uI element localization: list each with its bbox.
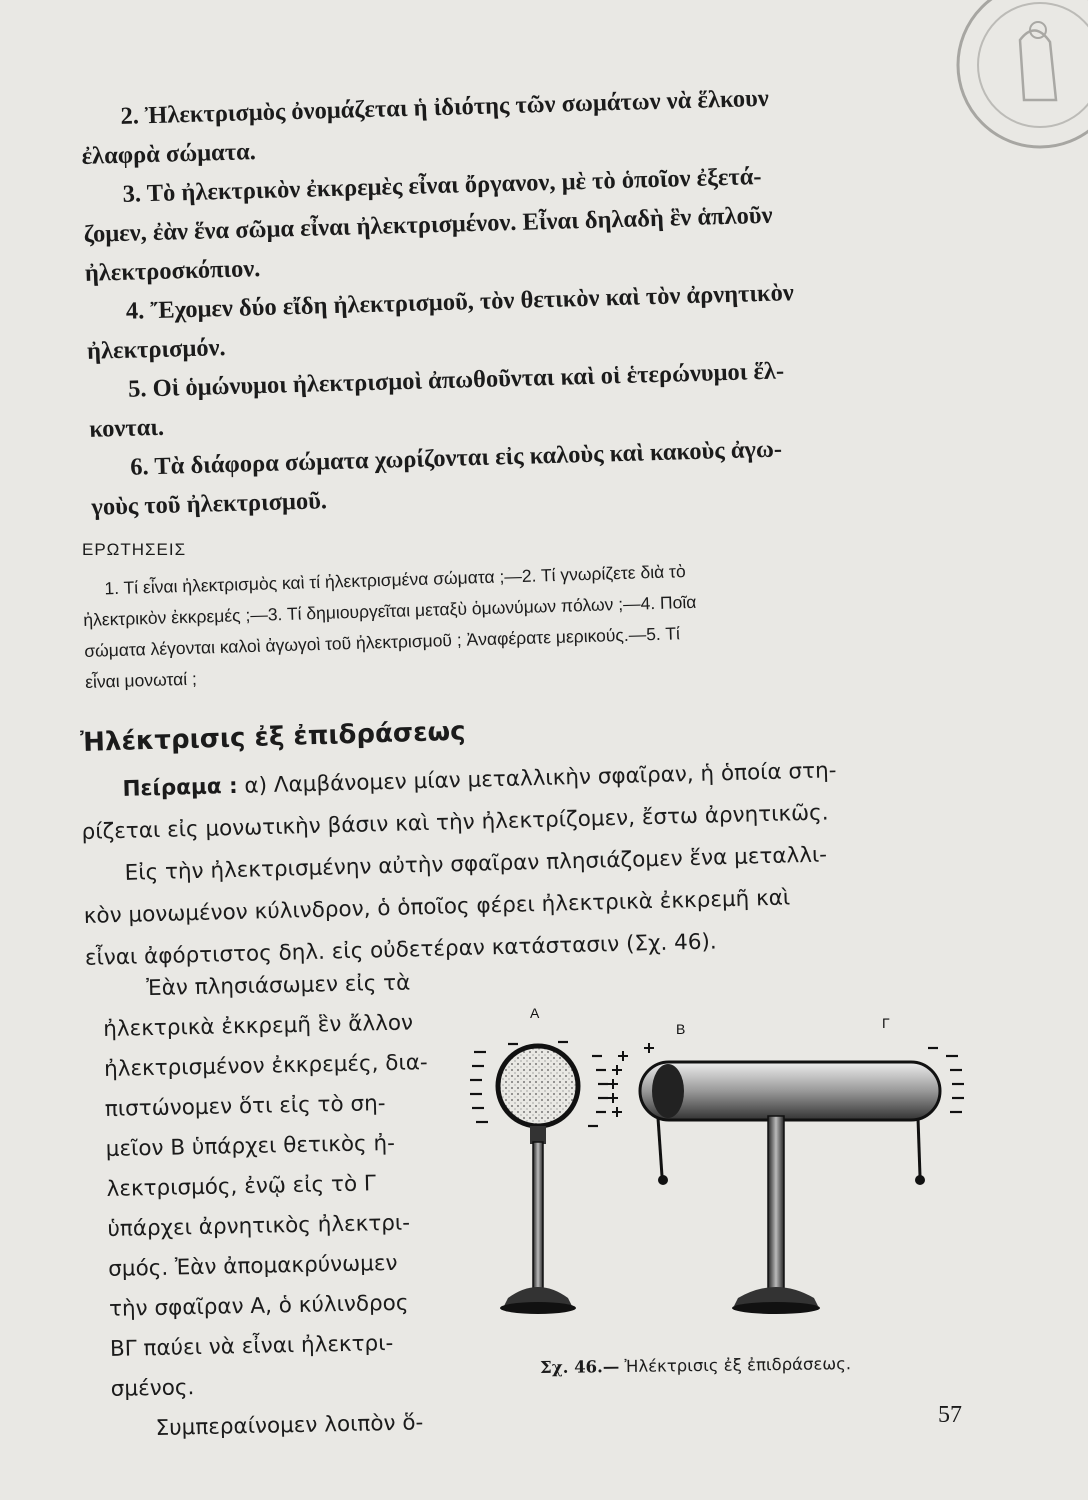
summary-line: γοὺς τοῦ ἠλεκτρισμοῦ. <box>91 487 328 521</box>
experiment-line: ρίζεται εἰς μονωτικὴν βάσιν καὶ τὴν ἠλεκτρίζομεν, ἔστω ἀρνητικῶς. <box>81 800 829 845</box>
left-line: σμός. Ἐὰν ἀπομακρύνωμεν <box>108 1250 398 1282</box>
summary-line: 5. Οἱ ὁμώνυμοι ἠλεκτρισμοὶ ἀπωθοῦνται καὶ οἱ ἑτερώνυμοι ἕλ- <box>127 357 785 403</box>
figure-caption <box>540 1354 851 1377</box>
cylinder-stand-rod <box>768 1116 784 1296</box>
left-line: πιστώνομεν ὅτι εἰς τὸ ση- <box>104 1091 386 1122</box>
summary-line: ἐλαφρὰ σώματα. <box>81 138 257 170</box>
question-line: ἠλεκτρικὸν ἐκκρεμές ;—3. Τί δημιουργεῖται μεταξὺ ὁμωνύμων πόλων ;—4. Ποῖα <box>83 591 697 630</box>
question-line: σώματα λέγονται καλοὶ ἀγωγοὶ τοῦ ἠλεκτρισμοῦ ; Ἀναφέρατε μερικούς.—5. Τί <box>83 623 681 661</box>
experiment-first-text: α) Λαμβάνομεν μίαν μεταλλικὴν σφαῖραν, ἡ ὁποία στη- <box>237 758 837 799</box>
experiment-text <box>80 747 955 980</box>
library-stamp <box>940 0 1088 170</box>
induction-figure <box>468 996 968 1366</box>
summary-line: κονται. <box>88 413 165 443</box>
pendulum-b-ball <box>658 1175 668 1185</box>
cylinder-stand-foot <box>732 1302 820 1314</box>
questions-heading: ΕΡΩΤΗΣΕΙΣ <box>82 540 187 559</box>
left-line: λεκτρισμός, ἐνῷ εἰς τὸ Γ <box>106 1171 377 1202</box>
left-line: Συμπεραίνομεν λοιπὸν ὅ- <box>155 1410 424 1441</box>
label-b: Β <box>676 1021 686 1037</box>
experiment-label: Πείραμα : <box>122 773 238 802</box>
left-column-text <box>102 962 492 1450</box>
summary-line: ζομεν, ἐὰν ἕνα σῶμα εἶναι ἠλεκτρισμένον. Εἶναι δηλαδὴ ἓν ἁπλοῦν <box>83 201 773 248</box>
cylinder-bc <box>640 1062 940 1120</box>
left-line: σμένος. <box>110 1375 195 1402</box>
caption-label: Σχ. 46.— <box>540 1357 620 1377</box>
summary-line: 6. Τὰ διάφορα σώματα χωρίζονται εἰς καλοὺς καὶ κακοὺς ἀγω- <box>129 435 783 481</box>
left-line: μεῖον Β ὑπάρχει θετικὸς ἠ- <box>105 1130 396 1162</box>
caption-text: Ἠλέκτρισις ἐξ ἐπιδράσεως. <box>619 1354 852 1377</box>
left-line: Ἐὰν πλησιάσωμεν εἰς τὰ <box>146 970 411 1002</box>
section-title: Ἠλέκτρισις ἐξ ἐπιδράσεως <box>80 716 467 758</box>
sphere-stand-rod <box>533 1142 543 1292</box>
left-line: ἠλεκτρισμένον ἐκκρεμές, δια- <box>103 1050 428 1082</box>
cylinder-left-end <box>652 1064 684 1118</box>
left-line: ΒΓ παύει νὰ εἶναι ἠλεκτρι- <box>109 1330 394 1362</box>
summary-line: ἠλεκτρισμόν. <box>86 334 226 365</box>
left-line: τὴν σφαῖραν Α, ὁ κύλινδρος <box>108 1290 409 1322</box>
question-line: 1. Τί εἶναι ἠλεκτρισμὸς καὶ τί ἠλεκτρισμένα σώματα ;—2. Τί γνωρίζετε διὰ τὸ <box>104 561 686 599</box>
experiment-line: κὸν μονωμένον κύλινδρον, ὁ ὁποῖος φέρει ἠλεκτρικὰ ἐκκρεμῆ καὶ <box>83 885 791 929</box>
label-c: Γ <box>882 1015 890 1031</box>
summary-line: ἠλεκτροσκόπιον. <box>84 255 261 287</box>
pendulum-b-thread <box>658 1118 662 1176</box>
pendulum-c-ball <box>915 1175 925 1185</box>
left-line: ὑπάρχει ἀρνητικὸς ἠλεκτρι- <box>107 1210 411 1242</box>
sphere-a <box>498 1046 578 1126</box>
sphere-stand-foot <box>500 1302 576 1314</box>
summary-points <box>80 74 954 527</box>
label-a: Α <box>530 1005 540 1021</box>
summary-line: 2. Ἠλεκτρισμὸς ὀνομάζεται ἡ ἰδιότης τῶν σωμάτων νὰ ἕλκουν <box>120 84 770 130</box>
page-number: 57 <box>938 1402 962 1428</box>
questions-block <box>82 548 955 698</box>
pendulum-c-thread <box>918 1118 920 1176</box>
left-line: ἠλεκτρικὰ ἐκκρεμῆ ἓν ἄλλον <box>102 1010 414 1042</box>
summary-line: 4. Ἔχομεν δύο εἴδη ἠλεκτρισμοῦ, τὸν θετικὸν καὶ τὸν ἀρνητικὸν <box>125 279 795 325</box>
experiment-line: εἶναι ἀφόρτιστος δηλ. εἰς οὐδετέραν κατάστασιν (Σχ. 46). <box>84 929 717 971</box>
experiment-line: Εἰς τὴν ἠλεκτρισμένην αὐτὴν σφαῖραν πλησιάζομεν ἕνα μεταλλι- <box>124 842 828 886</box>
question-line: εἶναι μονωταί ; <box>84 668 198 692</box>
summary-line: 3. Τὸ ἠλεκτρικὸν ἐκκρεμὲς εἶναι ὄργανον, μὲ τὸ ὁποῖον ἐξετά- <box>122 163 762 208</box>
